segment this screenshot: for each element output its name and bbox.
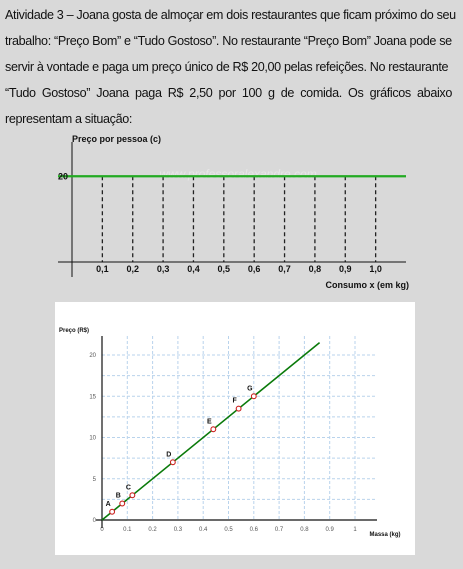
x-tick-label: 0.1	[123, 527, 132, 533]
data-point-label: F	[232, 397, 237, 405]
x-tick-label: 1,0	[369, 264, 382, 274]
y-axis-label: Preço por pessoa (c)	[72, 134, 162, 144]
data-point-label: B	[115, 492, 121, 500]
data-point-e	[211, 427, 216, 432]
x-tick-label: 0.6	[249, 527, 258, 533]
y-tick-label: 20	[57, 171, 68, 182]
y-tick-label: 5	[92, 476, 96, 483]
x-tick-label: 0,5	[217, 264, 231, 274]
x-axis-label: Massa (kg)	[369, 532, 401, 538]
x-tick-label: 0.4	[199, 527, 208, 533]
x-tick-label: 0,1	[96, 264, 109, 274]
data-point-label: C	[125, 484, 131, 492]
x-tick-label: 0,2	[126, 264, 139, 274]
x-tick-label: 0,9	[339, 264, 352, 274]
x-tick-label: 0.8	[300, 527, 309, 533]
x-tick-label: 1	[353, 527, 357, 533]
data-point-label: A	[105, 500, 111, 508]
x-tick-label: 0,8	[308, 264, 322, 274]
x-tick-label: 0.9	[325, 527, 334, 533]
data-point-d	[170, 460, 175, 465]
activity-line: “Tudo Gostoso” Joana paga R$ 2,50 por 100 g de comida. Os gráficos abaixo	[5, 86, 453, 100]
data-point-label: D	[166, 451, 172, 459]
x-tick-label: 0.5	[224, 527, 233, 533]
x-tick-label: 0.7	[274, 527, 284, 533]
y-tick-label: 0	[92, 518, 96, 524]
data-point-a	[110, 509, 115, 514]
activity-line: trabalho: “Preço Bom” e “Tudo Gostoso”. No restaurante “Preço Bom” Joana pode se	[5, 34, 452, 48]
data-point-label: G	[247, 385, 253, 393]
data-point-b	[120, 501, 125, 506]
data-point-c	[130, 493, 135, 498]
watermark-text: www.professoralexandre.com	[159, 167, 317, 181]
activity-line: Atividade 3 – Joana gosta de almoçar em dois restaurantes que ficam próximo do seu	[5, 8, 456, 22]
x-tick-label: 0,3	[156, 264, 170, 274]
activity-statement	[5, 2, 459, 132]
x-tick-label: 0,6	[247, 264, 261, 274]
data-point-label: E	[206, 418, 212, 426]
activity-line: representam a situação:	[5, 112, 133, 126]
x-tick-label: 0,4	[187, 264, 200, 274]
x-axis-label: Consumo x (em kg)	[325, 280, 409, 290]
x-tick-label: 0.2	[148, 527, 157, 533]
data-point-f	[236, 406, 241, 411]
y-tick-label: 15	[89, 394, 96, 401]
data-point-g	[251, 394, 256, 399]
x-tick-label: 0,7	[278, 264, 291, 274]
y-axis-label: Preço (R$)	[59, 328, 90, 334]
chart-frame-price-by-mass	[55, 302, 415, 555]
x-tick-label: 0	[100, 527, 104, 533]
chart-fixed-price	[38, 130, 418, 296]
chart-price-by-mass	[55, 302, 415, 555]
activity-line: servir à vontade e paga um preço único de R$ 20,00 pelas refeições. No restaurante	[5, 60, 449, 74]
y-tick-label: 20	[89, 353, 96, 359]
y-tick-label: 10	[89, 435, 96, 442]
x-tick-label: 0.3	[173, 527, 183, 533]
